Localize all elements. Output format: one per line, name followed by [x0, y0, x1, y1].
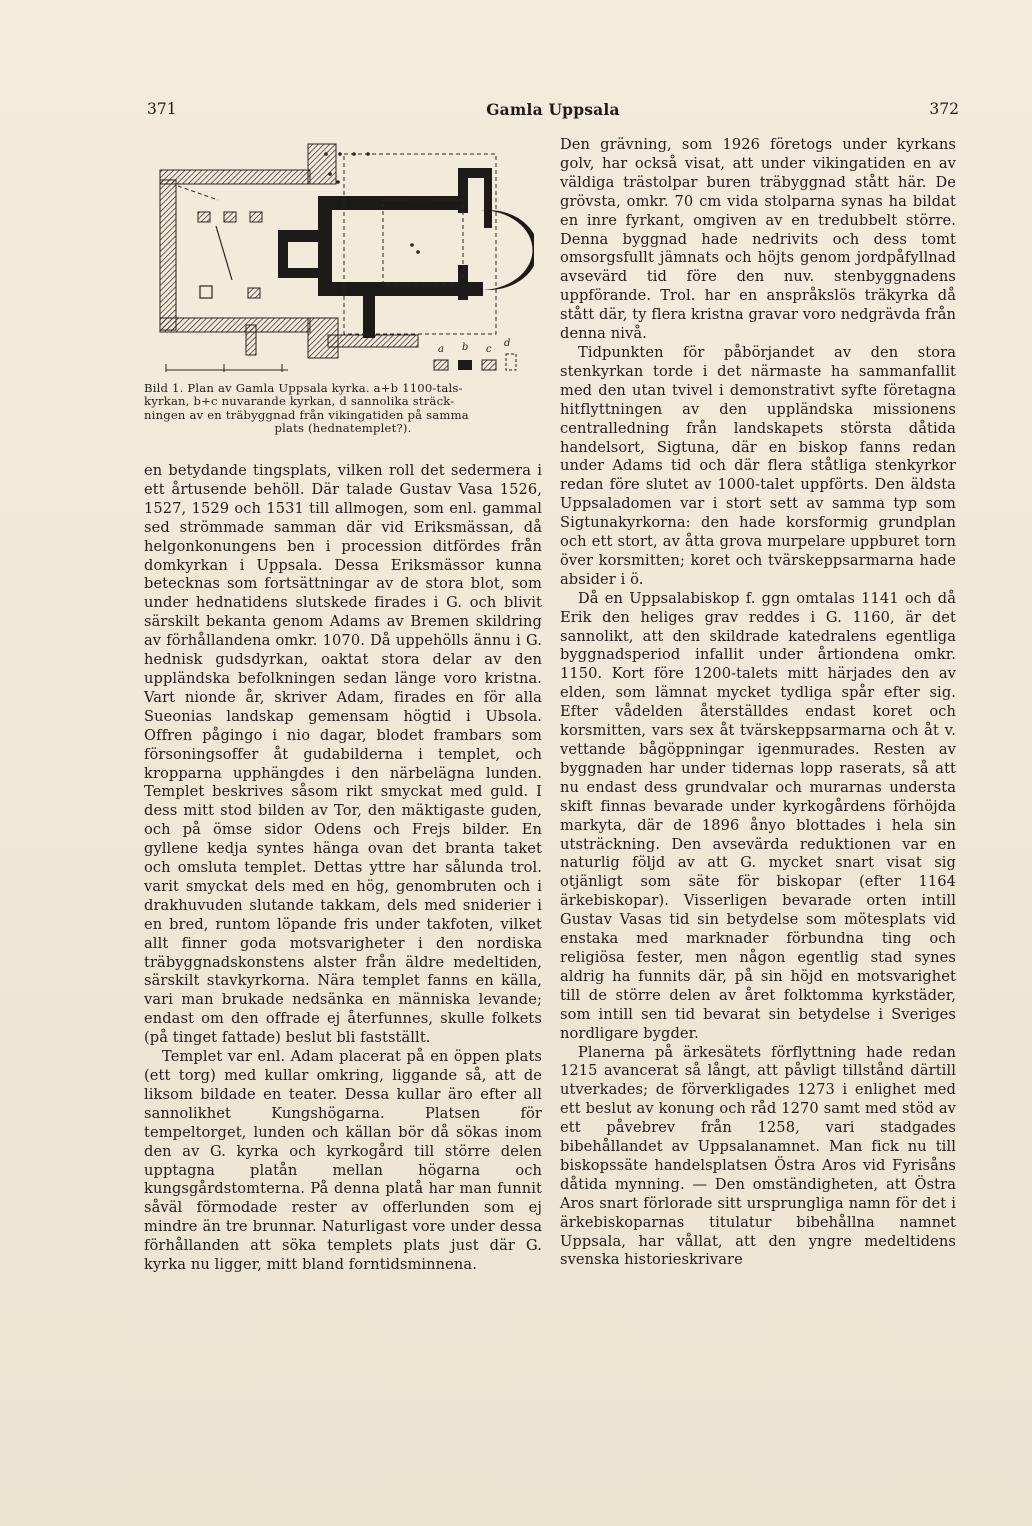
- caption-line: plats (hednatemplet?).: [274, 421, 412, 436]
- paragraph: Då en Uppsalabiskop f. ggn omtalas 1141 och då Erik den heliges grav reddes i G. 1160, är det sannolikt, att den skildrade katedralens egentliga byggnadsperiod infallit under årtiondena omkr. 1150. Kort före 1200-talets mitt härjades den av elden, som lämnat mycket tydliga spår efter sig. Efter vådelden återställdes endast koret och korsmitten, vars sex åt tvärskeppsarmarna och åt v. vettande bågöppningar igenmurades. Resten av byggnaden har under tidernas lopp raserats, så att nu endast dess grundvalar och murarnas understa skift finnas bevarade under kyrkogårdens förhöjda markyta, där de 1896 ånyo blottades i hela sin utsträckning. Den avsevärda reduktionen var en naturlig följd av att G. mycket snart visat sig otjänligt som säte för biskopar (efter 1164 ärkebiskopar). Visserligen bevarade orten intill Gustav Vasas tid sin betydelse som mötesplats vid enstaka med marknader förbundna ting och religiösa fester, men någon egentlig stad synes aldrig ha funnits där, på sin höjd en motsvarighet till de större delen av året folktomma kyrkstäder, som intill sen tid bevarat sin betydelse i Sveriges nordligare bygder.: [560, 589, 956, 1042]
- page-number-right: 372: [929, 100, 959, 118]
- legend-label-d: d: [504, 338, 511, 349]
- figure-caption: [144, 382, 542, 436]
- legend-label-a: a: [438, 344, 445, 355]
- church-plan-drawing: [158, 140, 534, 380]
- page-number-left: 371: [147, 100, 177, 118]
- caption-line: Bild 1. Plan av Gamla Uppsala kyrka. a+b 1100-tals-: [144, 381, 463, 395]
- legend-label-b: b: [462, 342, 469, 353]
- left-column-body: [144, 462, 542, 1275]
- running-title: Gamla Uppsala: [486, 100, 620, 119]
- paragraph: Templet var enl. Adam placerat på en öppen plats (ett torg) med kullar omkring, liggande så, att de liksom bildade en teater. Dessa kullar äro efter all sannolikhet Kungshögarna. Platsen för tempeltorget, lunden och källan bör då sökas inom den av G. kyrka och kyrkogård till större delen upptagna platån mellan högarna och kungsgårdstomterna. På denna platå har man funnit såväl förmodade rester av offerlunden som ej mindre än tre brunnar. Naturligast vore under dessa förhållanden att söka templets plats just där G. kyrka nu ligger, mitt bland forntidsminnena.: [144, 1048, 542, 1274]
- paragraph: Tidpunkten för påbörjandet av den stora stenkyrkan torde i det närmaste ha sammanfallit med den utan tvivel i demonstrativt syfte företagna hitflyttningen av den uppländska missionens centralledning från landskapets största dåtida handelsort, Sigtuna, där en biskop fanns redan under Adams tid och där flera ståtliga stenkyrkor redan före slutet av 1000-talet uppförts. Den äldsta Uppsaladomen var i stort sett av samma typ som Sigtunakyrkorna: den hade korsformig grundplan och ett stort, av åtta grova murpelare uppburet torn över korsmitten; koret och tvärskeppsarmarna hade absider i ö.: [560, 343, 956, 588]
- caption-line: ningen av en träbyggnad från vikingatiden på samma: [144, 407, 469, 422]
- left-column: [144, 136, 542, 1275]
- right-column: [560, 136, 956, 1270]
- paragraph: Den grävning, som 1926 företogs under kyrkans golv, har också visat, att under vikingatiden en av väldiga trästolpar buren träbyggnad stått här. De grövsta, omkr. 70 cm vida stolparna synas ha bildat en inre fyrkant, omgiven av en tredubbelt större. Denna byggnad hade nedrivits och dess tomt omsorgsfullt jämnats och höjts genom jordpåfyllnad avsevärd tid före den nuv. stenbyggnadens uppförande. Trol. har en anspråkslös träkyrka då stått där, ty flera kristna gravar voro nedgrävda från denna nivå.: [560, 136, 956, 343]
- running-header: [147, 100, 959, 124]
- caption-line: kyrkan, b+c nuvarande kyrkan, d sannolika sträck-: [144, 394, 455, 409]
- paragraph: en betydande tingsplats, vilken roll det sedermera i ett årtusende behöll. Där talade Gustav Vasa 1526, 1527, 1529 och 1531 till allmogen, som enl. gammal sed strömmade samman där vid Eriksmässan, då helgonkonungens ben i procession ditfördes från domkyrkan i Uppsala. Dessa Eriksmässor kunna betecknas som fortsättningar av de stora blot, som under hednatidens slutskede firades i G. och blivit särskilt bekanta genom Adams av Bremen skildring av förhållandena omkr. 1070. Då uppehölls ännu i G. hednisk gudsdyrkan, oaktat stora delar av den uppländska befolkningen sedan länge voro kristna. Vart nionde år, skriver Adam, firades en för alla Sueonias landskap gemensam högtid i Ubsola. Offren pågingo i nio dagar, blodet frambars som försoningsoffer åt gudabilderna i templet, och kropparna upphängdes i den närbelägna lunden. Templet beskrives såsom rikt smyckat med guld. I dess mitt stod bilden av Tor, den mäktigaste guden, och på ömse sidor Odens och Frejs bilder. En gyllene kedja syntes hänga ovan det branta taket och omsluta templet. Dettas yttre har sålunda trol. varit smyckat dels med en hög, genombruten och i drakhuvuden slutande takkam, dels med sniderier i en bred, runtom löpande fris under takfoten, vilket allt finner goda motsvarigheter i den nordiska träbyggnadskonstens alster från äldre medeltiden, särskilt stavkyrkorna. Nära templet fanns en källa, vari man brukade nedsänka en människa levande; endast om den offrade ej återfunnes, skulle folkets (på tinget fattade) beslut bli fastställt.: [144, 462, 542, 1047]
- paragraph: Planerna på ärkesätets förflyttning hade redan 1215 avancerat så långt, att påvligt tillstånd därtill utverkades; de förverkligades 1273 i enlighet med ett beslut av konung och råd 1270 samt med stöd av ett påvebrev från 1258, vari stadgades bibehållandet av Uppsalanamnet. Man fick nu till biskopssäte handelsplatsen Östra Aros vid Fyrisåns dåtida mynning. — Den omständigheten, att Östra Aros snart förlorade sitt ursprungliga namn för det i ärkebiskoparnas titulatur bibehållna namnet Uppsala, har vållat, att den yngre medeltidens svenska historieskrivare: [560, 1043, 956, 1269]
- church-plan-figure: [144, 136, 542, 462]
- legend-label-c: c: [486, 344, 492, 355]
